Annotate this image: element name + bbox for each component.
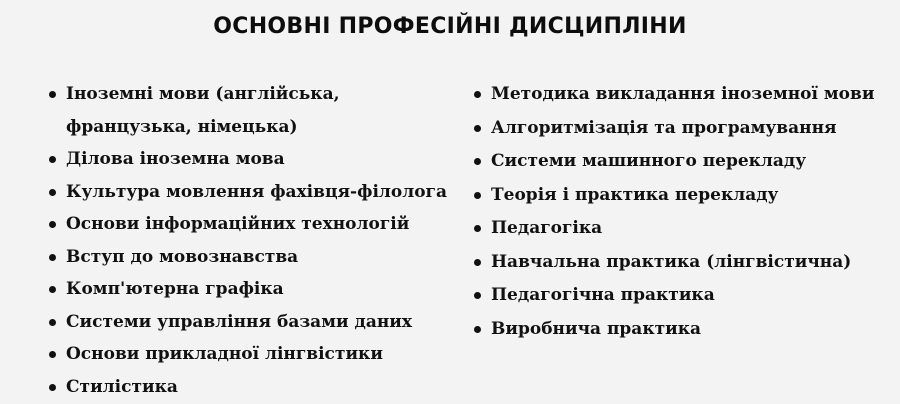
list-item-text: Навчальна практика (лінгвістична)	[491, 251, 852, 272]
right-discipline-list	[469, 78, 894, 346]
list-item	[469, 112, 894, 146]
bullet-icon	[49, 189, 56, 196]
list-item	[44, 176, 464, 209]
list-item	[44, 143, 464, 176]
page-title: ОСНОВНІ ПРОФЕСІЙНІ ДИСЦИПЛІНИ	[213, 14, 687, 39]
list-item	[469, 212, 894, 246]
list-item	[44, 78, 464, 143]
list-item	[44, 273, 464, 306]
list-item	[469, 78, 894, 112]
bullet-icon	[49, 286, 56, 293]
list-item-text: Основи прикладної лінгвістики	[66, 344, 383, 364]
list-item	[469, 246, 894, 280]
list-item-text: Методика викладання іноземної мови	[491, 84, 875, 104]
bullet-icon	[49, 156, 56, 163]
bullet-icon	[474, 192, 481, 199]
list-item-text: Іноземні мови (англійська,	[66, 84, 340, 104]
list-item-text: Педагогіка	[491, 218, 603, 238]
list-item	[469, 279, 894, 313]
list-item-text: Алгоритмізація та програмування	[491, 117, 837, 138]
list-item-text: Системи машинного перекладу	[491, 151, 807, 171]
list-item-text: Комп'ютерна графіка	[66, 279, 284, 299]
bullet-icon	[474, 158, 481, 165]
list-item-text: французька, німецька)	[66, 116, 298, 137]
bullet-icon	[49, 221, 56, 228]
list-item-text: Культура мовлення фахівця-філолога	[66, 181, 447, 202]
bullet-icon	[474, 326, 481, 333]
bullet-icon	[474, 125, 481, 132]
list-item-text: Вступ до мовознавства	[66, 246, 299, 267]
bullet-icon	[474, 225, 481, 232]
bullet-icon	[49, 91, 56, 98]
list-item-text: Основи інформаційних технологій	[66, 214, 410, 234]
list-item	[44, 241, 464, 274]
list-item	[44, 338, 464, 371]
bullet-icon	[49, 319, 56, 326]
list-item	[469, 313, 894, 347]
bullet-icon	[474, 292, 481, 299]
list-item	[44, 208, 464, 241]
bullet-icon	[49, 384, 56, 391]
list-item-text: Теорія і практика перекладу	[491, 184, 779, 205]
list-item	[469, 179, 894, 213]
list-item-text: Стилістика	[66, 376, 178, 397]
list-item	[469, 145, 894, 179]
list-item-text: Виробнича практика	[491, 318, 702, 339]
left-discipline-list	[44, 78, 464, 403]
bullet-icon	[474, 259, 481, 266]
bullet-icon	[49, 254, 56, 261]
bullet-icon	[49, 351, 56, 358]
list-item	[44, 371, 464, 404]
list-item	[44, 306, 464, 339]
list-item-text: Системи управління базами даних	[66, 311, 413, 332]
bullet-icon	[474, 91, 481, 98]
list-item-text: Ділова іноземна мова	[66, 149, 285, 169]
list-item-text: Педагогічна практика	[491, 285, 715, 305]
